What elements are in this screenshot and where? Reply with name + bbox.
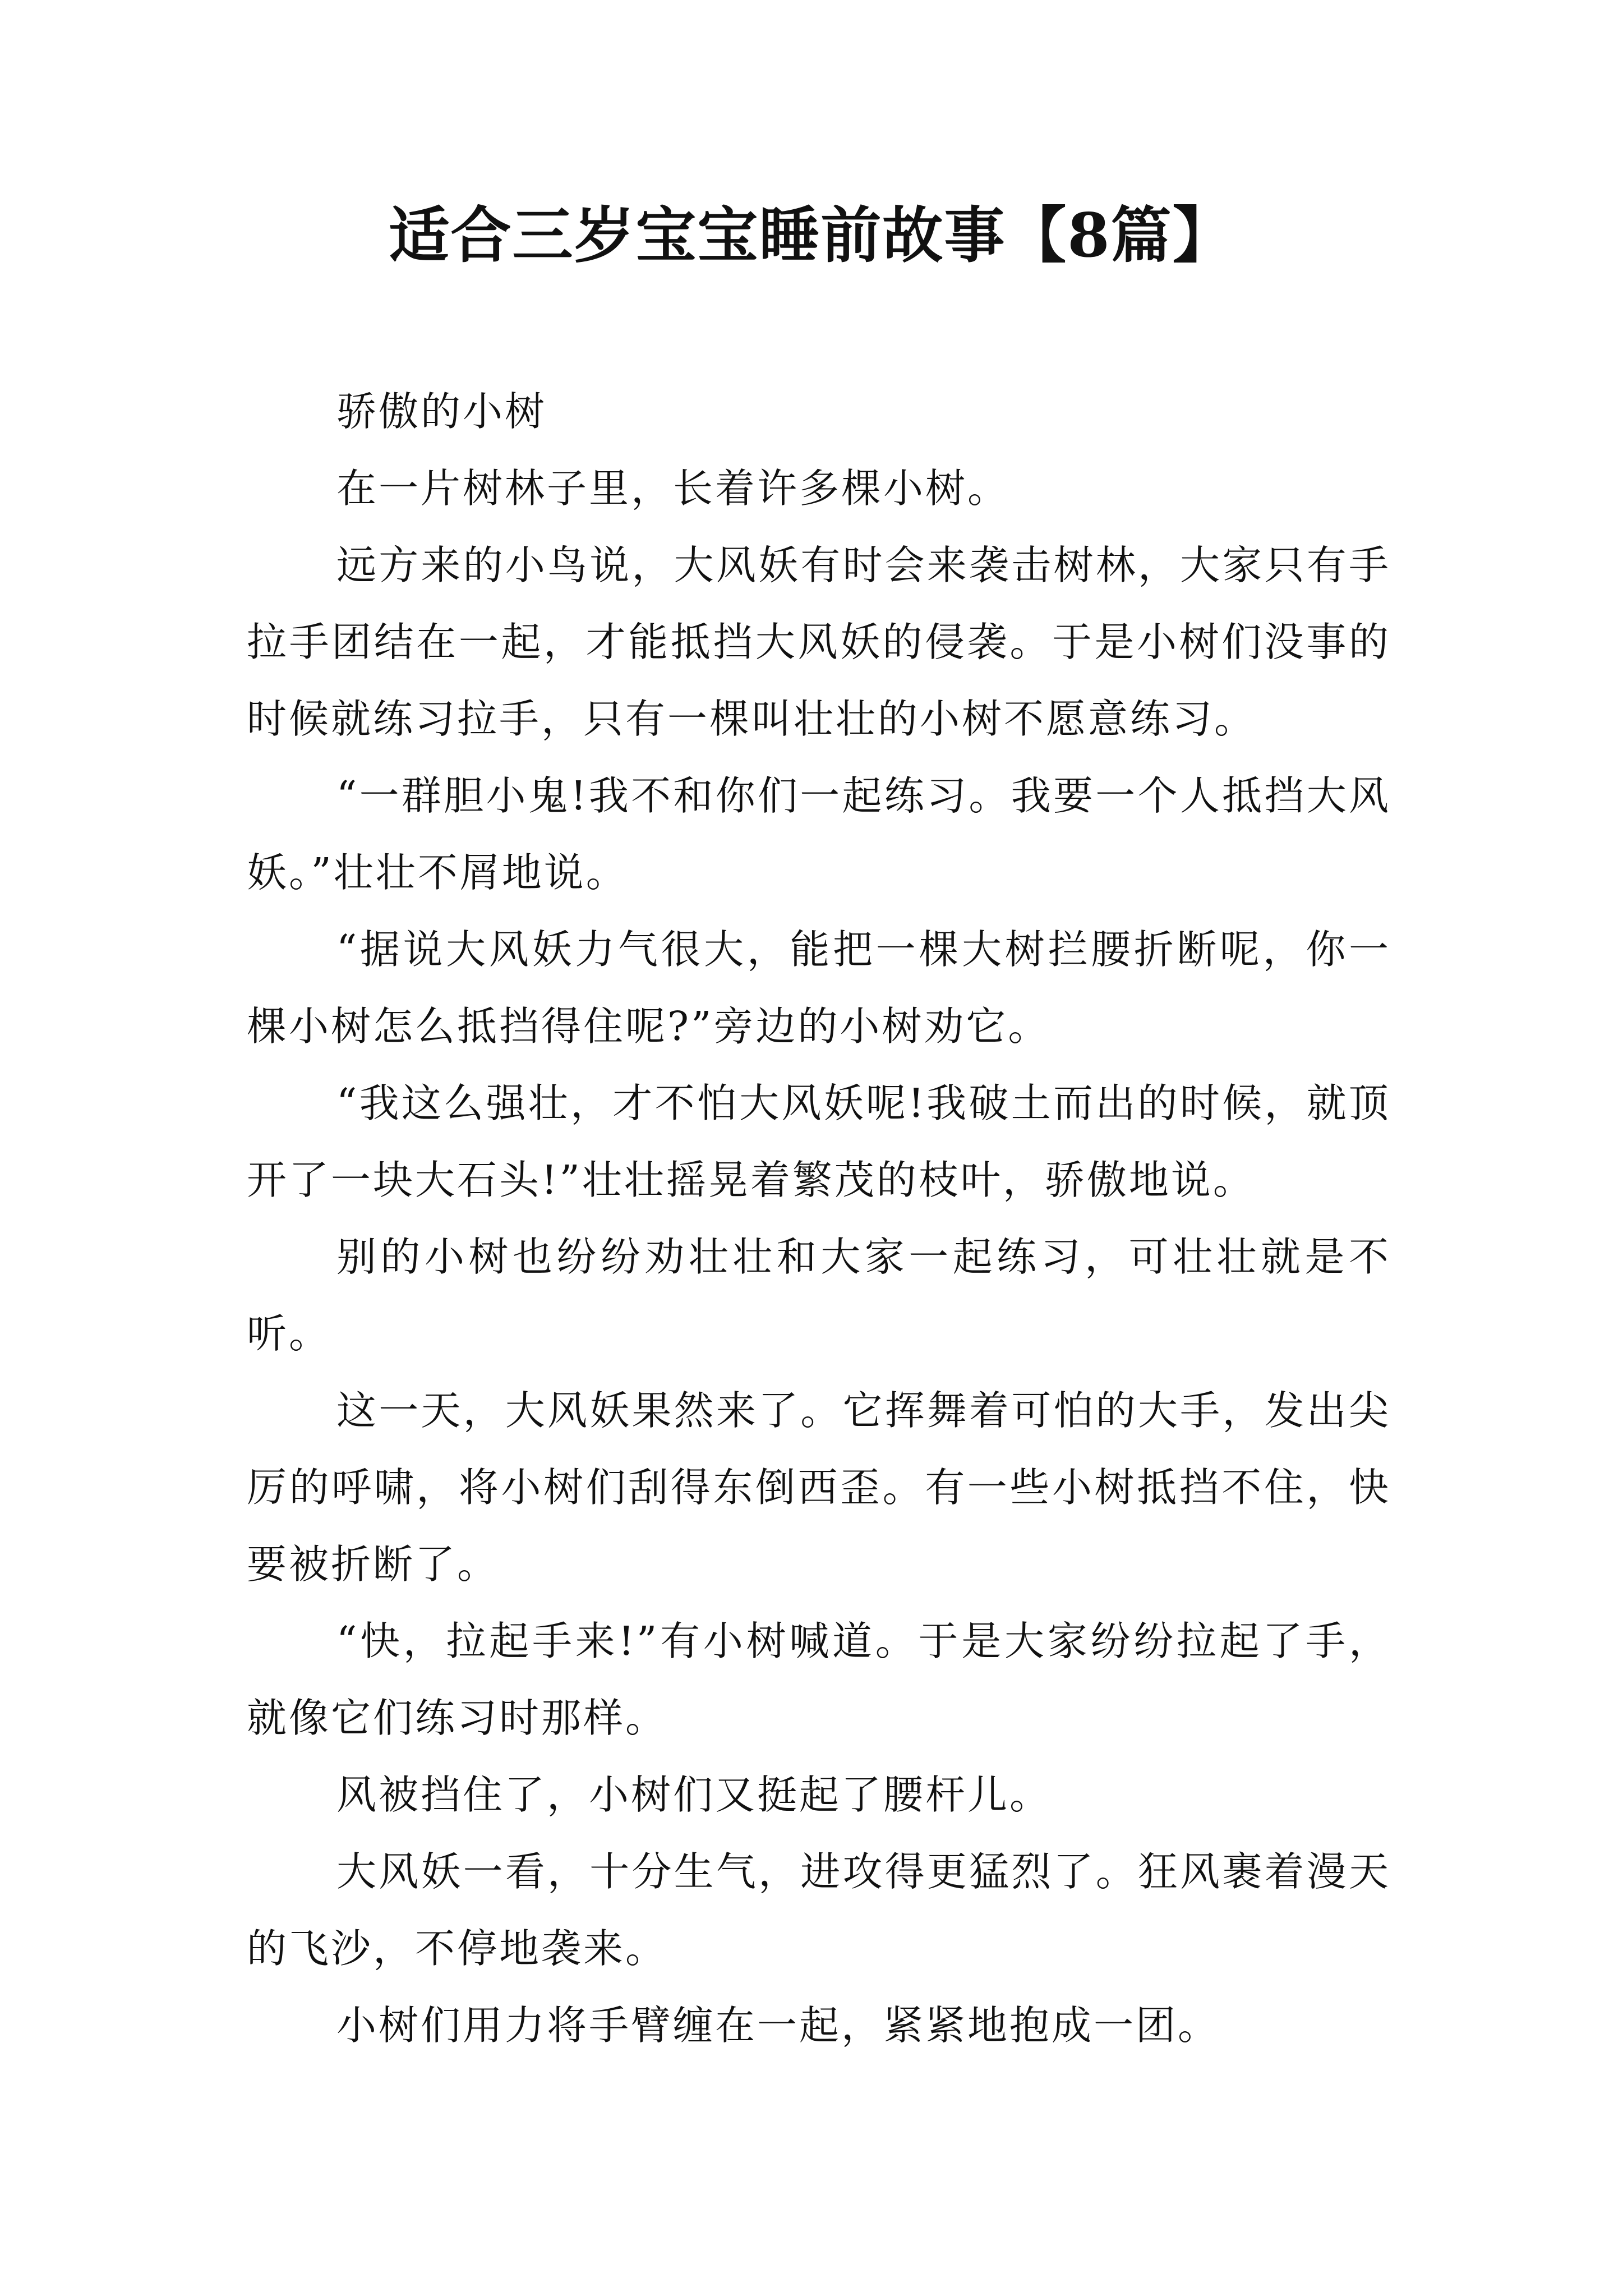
paragraph: 风被挡住了，小树们又挺起了腰杆儿。 [336, 1772, 1052, 1818]
paragraph: “一群胆小鬼!我不和你们一起练习。我要一个人抵挡大风妖。”壮壮不屑地说。 [247, 772, 1391, 896]
paragraph: “我这么强壮，才不怕大风妖呢!我破土而出的时候，就顶开了一块大石头!”壮壮摇晃着繁茂的枝叶，骄傲地说。 [247, 1080, 1391, 1203]
paragraph: 在一片树林子里，长着许多棵小树。 [336, 465, 1010, 512]
paragraph: 大风妖一看，十分生气，进攻得更猛烈了。狂风裹着漫天的飞沙，不停地袭来。 [247, 1848, 1391, 1972]
paragraph: 别的小树也纷纷劝壮壮和大家一起练习，可壮壮就是不听。 [247, 1234, 1391, 1357]
document-body [247, 373, 1391, 2064]
paragraph: “快，拉起手来!”有小树喊道。于是大家纷纷拉起了手，就像它们练习时那样。 [247, 1618, 1391, 1741]
document-title: 适合三岁宝宝睡前故事【8篇】 [389, 200, 1234, 271]
paragraph: 这一天，大风妖果然来了。它挥舞着可怕的大手，发出尖厉的呼啸，将小树们刮得东倒西歪。有一些小树抵挡不住，快要被折断了。 [247, 1387, 1391, 1588]
paragraph: “据说大风妖力气很大，能把一棵大树拦腰折断呢，你一棵小树怎么抵挡得住呢?”旁边的小树劝它。 [247, 926, 1391, 1050]
paragraph: 小树们用力将手臂缠在一起，紧紧地抱成一团。 [336, 2002, 1220, 2049]
paragraph: 远方来的小鸟说，大风妖有时会来袭击树林，大家只有手拉手团结在一起，才能抵挡大风妖的侵袭。于是小树们没事的时候就练习拉手，只有一棵叫壮壮的小树不愿意练习。 [247, 542, 1391, 742]
story-title: 骄傲的小树 [336, 388, 547, 435]
